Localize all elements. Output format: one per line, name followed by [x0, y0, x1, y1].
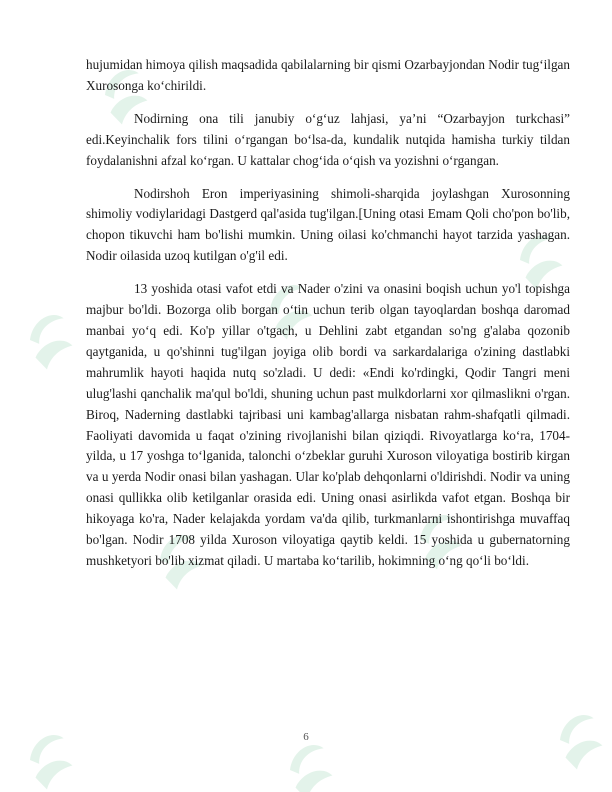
- paragraph-1: hujumidan himoya qilish maqsadida qabilalarning bir qismi Ozarbayjondan Nodir tug‘ilgan Xurosonga ko‘chirildi.: [86, 57, 570, 93]
- paragraph-3: Nodirshoh Eron imperiyasining shimoli-sharqida joylashgan Xurosonning shimoliy vodiylaridagi Dastgerd qal'asida tug'ilgan.[Uning otasi Emam Qoli cho'pon bo'lib, chopon tikuvchi ham bo'lishi mumkin. Uning oilasi ko'chmanchi hayot tarzida yashagan. Nodir oilasida uzoq kutilgan o'g'il edi.: [86, 185, 570, 264]
- page-number: 6: [303, 731, 309, 743]
- body-text: [86, 55, 570, 584]
- paragraph-2: Nodirning ona tili janubiy o‘g‘uz lahjasi, ya’ni “Ozarbayjon turkchasi” edi.Keyinchalik fors tilini o‘rgangan bo‘lsa-da, kundalik nutqida hamisha turkiy tildan foydalanishni afzal ko‘rgan. U kattalar chog‘ida o‘qish va yozishni o‘rgangan.: [86, 110, 570, 168]
- paragraph-4: 13 yoshida otasi vafot etdi va Nader o'zini va onasini boqish uchun yo'l topishga majbur bo'ldi. Bozorga olib borgan o‘tin uchun terib olgan tayoqlardan boshqa daromad manbai yo‘q edi. Ko'p yillar o'tgach, u Dehlini zabt etgandan so'ng g'alaba qozonib qaytganida, u qo'shinni tug'ilgan joyiga olib bordi va sarkardalariga o'zining dastlabki mahrumlik hayoti haqida nutq so'zladi. U dedi: «Endi ko'rdingki, Qodir Tangri meni ulug'lashi qanchalik ma'qul bo'ldi, shuning uchun past mulkdorlarni xor qilmaslikni o'rgan. Biroq, Naderning dastlabki tajribasi uni kambag'allarga nisbatan rahm-shafqatli qilmadi. Faoliyati davomida u faqat o'zining rivojlanishi bilan qiziqdi. Rivoyatlarga ko‘ra, 1704-yilda, u 17 yoshga to‘lganida, talonchi o‘zbeklar guruhi Xuroson viloyatiga bostirib kirgan va u yerda Nodir onasi bilan yashagan. Ular ko'plab dehqonlarni o'ldirishdi. Nodir va uning onasi qullikka olib ketilganlar orasida edi. Uning onasi asirlikda vafot etgan. Boshqa bir hikoyaga ko'ra, Nader kelajakda yordam va'da qilib, turkmanlarni ishontirishga muvaffaq bo'lgan. Nodir 1708 yilda Xuroson viloyatiga qaytib keldi. 15 yoshida u gubernatorning mushketyori bo'lib xizmat qiladi. U martaba ko‘tarilib, hokimning o‘ng qo‘li bo‘ldi.: [86, 281, 570, 568]
